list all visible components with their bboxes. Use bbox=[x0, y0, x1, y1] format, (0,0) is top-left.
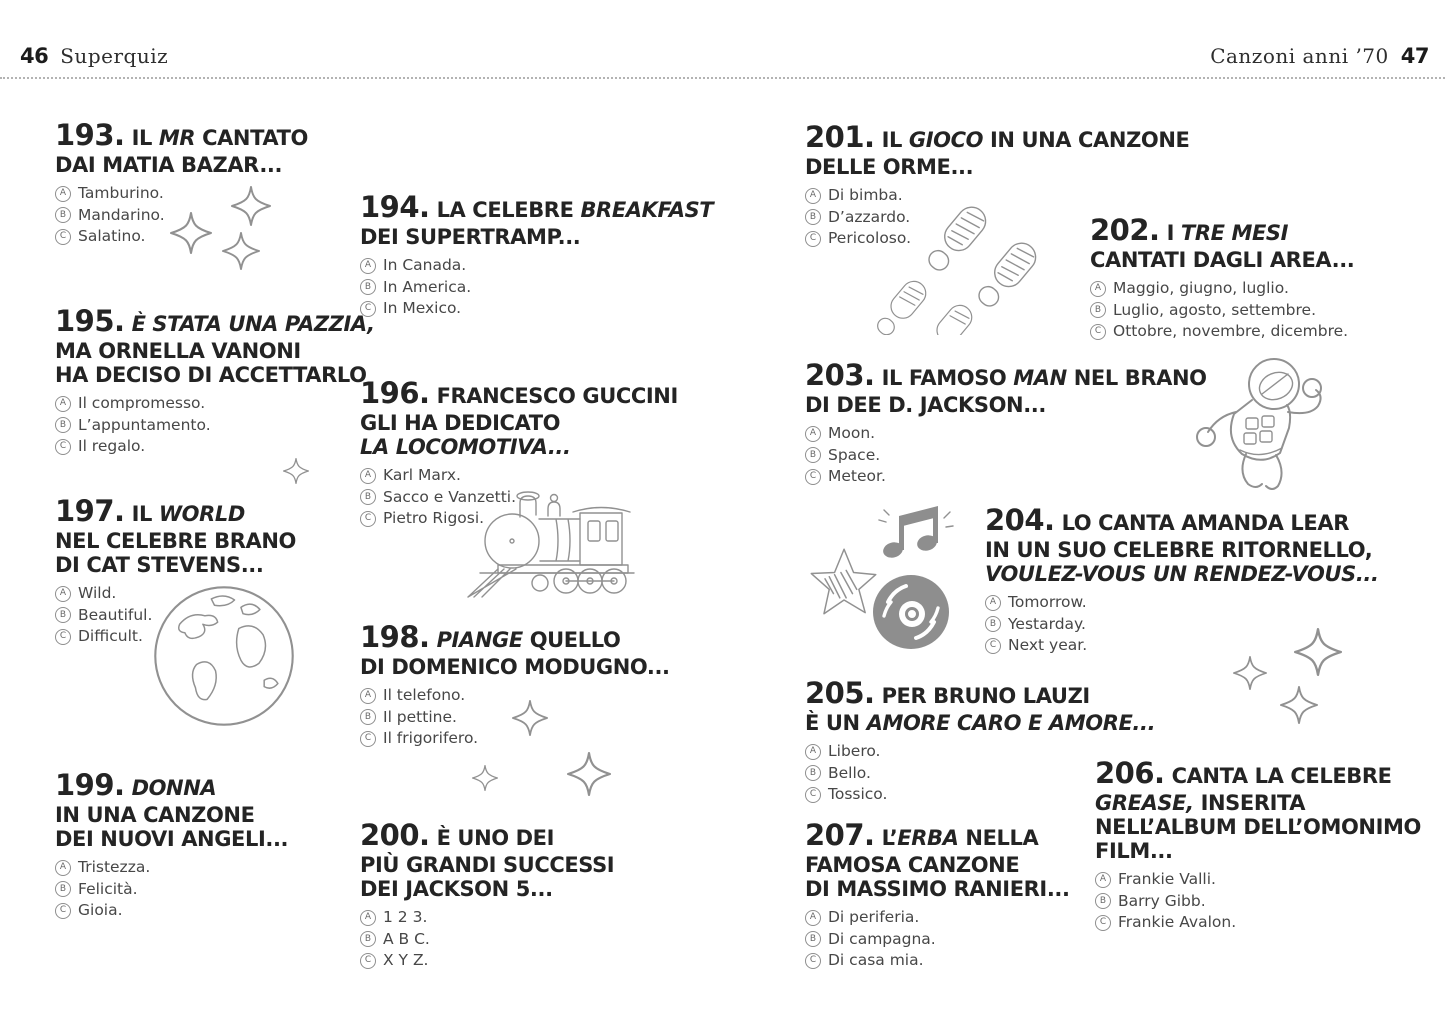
question-title-line: È UN AMORE CARO E AMORE... bbox=[805, 711, 1156, 735]
option-c bbox=[805, 466, 1205, 488]
option-c bbox=[360, 298, 700, 320]
option-b bbox=[1090, 300, 1440, 322]
question-title-line: 205. PER BRUNO LAUZI bbox=[805, 676, 1090, 710]
option-text: Wild. bbox=[78, 584, 117, 602]
question-number: 200. bbox=[360, 818, 430, 852]
question-title-line: DI CAT STEVENS... bbox=[55, 553, 264, 577]
question-title-line: 206. CANTA LA CELEBRE bbox=[1095, 756, 1392, 790]
option-b bbox=[805, 445, 1205, 467]
right-page-title: Canzoni anni ’70 bbox=[1210, 44, 1389, 68]
option-text: In Mexico. bbox=[383, 299, 462, 317]
option-text: Il pettine. bbox=[383, 707, 457, 726]
question-number: 206. bbox=[1095, 756, 1165, 790]
question-title-line: MA ORNELLA VANONI bbox=[55, 339, 301, 363]
option-letter-badge: A bbox=[805, 910, 821, 926]
question-194 bbox=[360, 190, 714, 320]
option-letter-badge: C bbox=[55, 629, 71, 645]
astronaut-icon bbox=[1188, 342, 1340, 490]
question-options bbox=[805, 907, 1140, 972]
option-text: Meteor. bbox=[828, 467, 886, 485]
option-a bbox=[985, 592, 1385, 614]
header-right bbox=[1210, 44, 1429, 68]
option-c bbox=[805, 950, 1140, 972]
option-text: X Y Z. bbox=[383, 951, 429, 969]
option-b bbox=[360, 929, 700, 951]
question-title-line: FILM... bbox=[1095, 839, 1173, 863]
option-letter-badge: C bbox=[360, 301, 376, 317]
question-title-line: DI DOMENICO MODUGNO... bbox=[360, 655, 670, 679]
question-title bbox=[1090, 215, 1440, 272]
question-title-line: 202. I TRE MESI bbox=[1090, 213, 1289, 247]
question-options bbox=[1095, 869, 1430, 934]
option-text: Libero. bbox=[828, 742, 881, 760]
option-text: Tomorrow. bbox=[1008, 593, 1087, 611]
sparkle-icon bbox=[1280, 686, 1318, 724]
option-text: In America. bbox=[383, 277, 472, 296]
question-title-line: VOULEZ-VOUS UN RENDEZ-VOUS... bbox=[985, 562, 1379, 586]
left-page-number: 46 bbox=[20, 44, 49, 68]
option-text: Barry Gibb. bbox=[1118, 891, 1206, 910]
option-a bbox=[1095, 869, 1430, 891]
header-left bbox=[20, 44, 168, 68]
option-text: Il telefono. bbox=[383, 686, 466, 704]
option-c bbox=[1095, 912, 1430, 934]
option-a bbox=[360, 255, 700, 277]
question-title-line: DI DEE D. JACKSON... bbox=[805, 393, 1046, 417]
question-number: 203. bbox=[805, 358, 875, 392]
question-title bbox=[55, 770, 365, 851]
question-title-line: DEI SUPERTRAMP... bbox=[360, 225, 581, 249]
question-number: 205. bbox=[805, 676, 875, 710]
question-title bbox=[805, 676, 1156, 735]
option-letter-badge: A bbox=[360, 910, 376, 926]
question-title bbox=[55, 306, 375, 387]
question-title-line: CANTATI DAGLI AREA... bbox=[1090, 248, 1355, 272]
option-letter-badge: B bbox=[55, 207, 71, 223]
question-title-line: 197. IL WORLD bbox=[55, 494, 245, 528]
option-text: Di bimba. bbox=[828, 186, 903, 204]
option-letter-badge: B bbox=[805, 931, 821, 947]
option-text: Maggio, giugno, luglio. bbox=[1113, 279, 1289, 297]
option-letter-badge: B bbox=[360, 489, 376, 505]
question-title bbox=[55, 120, 355, 177]
sparkle-icon bbox=[512, 700, 548, 736]
option-b bbox=[1095, 891, 1430, 913]
question-options bbox=[360, 255, 700, 320]
option-letter-badge: A bbox=[1090, 281, 1106, 297]
option-text: Salatino. bbox=[78, 227, 146, 245]
option-text: Yestarday. bbox=[1008, 614, 1086, 633]
vinyl-record-icon bbox=[870, 570, 952, 654]
option-c bbox=[360, 950, 700, 972]
question-title-line: 207. L’ERBA NELLA bbox=[805, 818, 1039, 852]
option-a bbox=[55, 183, 355, 205]
option-a bbox=[805, 423, 1205, 445]
option-letter-badge: A bbox=[360, 258, 376, 274]
question-number: 193. bbox=[55, 118, 125, 152]
question-title bbox=[360, 622, 700, 679]
option-b bbox=[360, 277, 700, 299]
question-title-line: IN UN SUO CELEBRE RITORNELLO, bbox=[985, 538, 1373, 562]
option-letter-badge: A bbox=[360, 468, 376, 484]
option-b bbox=[805, 929, 1140, 951]
sparkle-icon bbox=[170, 212, 212, 254]
option-text: Pietro Rigosi. bbox=[383, 509, 485, 527]
question-title-line: NEL CELEBRE BRANO bbox=[55, 529, 296, 553]
sparkle-icon bbox=[567, 752, 611, 796]
option-text: Space. bbox=[828, 445, 881, 464]
option-letter-badge: B bbox=[1090, 302, 1106, 318]
option-a bbox=[55, 857, 365, 879]
option-letter-badge: C bbox=[805, 787, 821, 803]
question-number: 201. bbox=[805, 120, 875, 154]
option-letter-badge: C bbox=[360, 953, 376, 969]
question-title-line: 195. È STATA UNA PAZZIA, bbox=[55, 304, 375, 338]
question-number: 204. bbox=[985, 503, 1055, 537]
question-203 bbox=[805, 360, 1205, 488]
question-title-line: GLI HA DEDICATO bbox=[360, 411, 561, 435]
option-letter-badge: B bbox=[805, 447, 821, 463]
option-letter-badge: C bbox=[805, 953, 821, 969]
question-title-line: IN UNA CANZONE bbox=[55, 803, 255, 827]
question-title-line: PIÙ GRANDI SUCCESSI bbox=[360, 853, 615, 877]
sparkle-icon bbox=[472, 765, 498, 791]
option-text: Tamburino. bbox=[78, 184, 164, 202]
question-number: 198. bbox=[360, 620, 430, 654]
option-letter-badge: C bbox=[360, 731, 376, 747]
question-number: 197. bbox=[55, 494, 125, 528]
globe-icon bbox=[150, 582, 298, 730]
option-text: Karl Marx. bbox=[383, 466, 461, 484]
question-title-line: DAI MATIA BAZAR... bbox=[55, 153, 283, 177]
question-number: 199. bbox=[55, 768, 125, 802]
option-letter-badge: A bbox=[805, 744, 821, 760]
option-a bbox=[360, 907, 700, 929]
question-title-line: 200. È UNO DEI bbox=[360, 818, 554, 852]
question-title-line: 201. IL GIOCO IN UNA CANZONE bbox=[805, 120, 1190, 154]
option-letter-badge: A bbox=[805, 188, 821, 204]
option-text: Di campagna. bbox=[828, 929, 936, 948]
option-letter-badge: B bbox=[55, 881, 71, 897]
option-letter-badge: A bbox=[55, 586, 71, 602]
page-header bbox=[20, 44, 1429, 68]
sparkle-icon bbox=[1294, 628, 1342, 676]
option-text: Frankie Avalon. bbox=[1118, 913, 1237, 931]
question-title-line: FAMOSA CANZONE bbox=[805, 853, 1020, 877]
question-200 bbox=[360, 820, 700, 972]
question-title-line: DEI NUOVI ANGELI... bbox=[55, 827, 289, 851]
option-c bbox=[55, 436, 375, 458]
star-icon bbox=[806, 545, 880, 619]
question-199 bbox=[55, 770, 365, 922]
question-options bbox=[55, 393, 375, 458]
option-text: Next year. bbox=[1008, 636, 1088, 654]
option-text: Gioia. bbox=[78, 901, 123, 919]
question-number: 207. bbox=[805, 818, 875, 852]
question-title-line: DI MASSIMO RANIERI... bbox=[805, 877, 1070, 901]
question-options bbox=[55, 857, 365, 922]
question-title-line: 194. LA CELEBRE BREAKFAST bbox=[360, 190, 714, 224]
option-text: Sacco e Vanzetti. bbox=[383, 487, 517, 506]
dotted-divider bbox=[0, 77, 1445, 79]
question-title-line: 196. FRANCESCO GUCCINI bbox=[360, 376, 678, 410]
option-text: Tossico. bbox=[828, 785, 888, 803]
question-202 bbox=[1090, 215, 1440, 343]
option-letter-badge: A bbox=[55, 186, 71, 202]
option-letter-badge: C bbox=[360, 511, 376, 527]
question-title-line: 199. DONNA bbox=[55, 768, 217, 802]
music-note-icon bbox=[876, 500, 954, 564]
sparkle-icon bbox=[222, 232, 260, 270]
option-letter-badge: B bbox=[55, 607, 71, 623]
option-c bbox=[55, 900, 365, 922]
option-letter-badge: B bbox=[360, 931, 376, 947]
question-title bbox=[55, 496, 365, 577]
question-title-line: GREASE, INSERITA bbox=[1095, 791, 1306, 815]
option-text: Beautiful. bbox=[78, 605, 153, 624]
question-options bbox=[360, 907, 700, 972]
option-letter-badge: C bbox=[55, 439, 71, 455]
option-letter-badge: B bbox=[360, 279, 376, 295]
question-title bbox=[805, 820, 1140, 901]
question-206 bbox=[1095, 758, 1430, 934]
option-letter-badge: B bbox=[1095, 893, 1111, 909]
question-title-line: 204. LO CANTA AMANDA LEAR bbox=[985, 503, 1349, 537]
option-text: Bello. bbox=[828, 763, 871, 782]
option-letter-badge: C bbox=[1095, 915, 1111, 931]
option-text: Di casa mia. bbox=[828, 951, 924, 969]
option-text: Il compromesso. bbox=[78, 394, 206, 412]
question-title bbox=[360, 820, 700, 901]
option-text: A B C. bbox=[383, 929, 430, 948]
sparkle-icon bbox=[231, 186, 271, 226]
question-title-line: 198. PIANGE QUELLO bbox=[360, 620, 621, 654]
option-letter-badge: C bbox=[55, 229, 71, 245]
option-text: D’azzardo. bbox=[828, 207, 911, 226]
option-letter-badge: B bbox=[805, 765, 821, 781]
right-page-number: 47 bbox=[1400, 44, 1429, 68]
footprints-icon bbox=[858, 183, 1058, 335]
question-title-line: NELL’ALBUM DELL’OMONIMO bbox=[1095, 815, 1421, 839]
question-options bbox=[805, 423, 1205, 488]
option-text: In Canada. bbox=[383, 256, 467, 274]
question-number: 195. bbox=[55, 304, 125, 338]
question-title bbox=[985, 505, 1385, 586]
option-text: 1 2 3. bbox=[383, 908, 428, 926]
option-letter-badge: C bbox=[55, 903, 71, 919]
option-letter-badge: C bbox=[1090, 324, 1106, 340]
locomotive-icon bbox=[460, 483, 650, 605]
option-text: Tristezza. bbox=[78, 858, 151, 876]
question-title bbox=[805, 360, 1205, 417]
question-title-line: HA DECISO DI ACCETTARLO bbox=[55, 363, 367, 387]
option-letter-badge: C bbox=[805, 469, 821, 485]
option-text: Ottobre, novembre, dicembre. bbox=[1113, 322, 1349, 340]
option-c bbox=[1090, 321, 1440, 343]
option-text: Il frigorifero. bbox=[383, 729, 479, 747]
option-text: Il regalo. bbox=[78, 437, 146, 455]
option-a bbox=[55, 393, 375, 415]
option-text: Luglio, agosto, settembre. bbox=[1113, 300, 1317, 319]
option-letter-badge: A bbox=[1095, 872, 1111, 888]
option-letter-badge: A bbox=[360, 688, 376, 704]
question-number: 194. bbox=[360, 190, 430, 224]
question-options bbox=[1090, 278, 1440, 343]
left-page-title: Superquiz bbox=[60, 44, 169, 68]
option-text: L’appuntamento. bbox=[78, 415, 211, 434]
option-text: Difficult. bbox=[78, 627, 143, 645]
option-a bbox=[1090, 278, 1440, 300]
question-title-line: 193. IL MR CANTATO bbox=[55, 118, 308, 152]
question-207 bbox=[805, 820, 1140, 972]
question-title bbox=[805, 120, 1190, 179]
option-letter-badge: B bbox=[805, 209, 821, 225]
option-b bbox=[55, 415, 375, 437]
option-letter-badge: B bbox=[55, 417, 71, 433]
option-a bbox=[805, 907, 1140, 929]
option-letter-badge: B bbox=[360, 709, 376, 725]
option-letter-badge: B bbox=[985, 616, 1001, 632]
option-text: Frankie Valli. bbox=[1118, 870, 1216, 888]
option-text: Felicità. bbox=[78, 879, 138, 898]
option-letter-badge: C bbox=[985, 638, 1001, 654]
option-letter-badge: A bbox=[55, 396, 71, 412]
sparkle-icon bbox=[283, 458, 309, 484]
question-number: 196. bbox=[360, 376, 430, 410]
question-title-line: LA LOCOMOTIVA... bbox=[360, 435, 571, 459]
question-title-line: DELLE ORME... bbox=[805, 155, 974, 179]
question-number: 202. bbox=[1090, 213, 1160, 247]
question-title bbox=[360, 190, 714, 249]
question-title bbox=[1095, 758, 1430, 863]
question-195 bbox=[55, 306, 375, 458]
option-letter-badge: A bbox=[805, 426, 821, 442]
option-text: Moon. bbox=[828, 424, 876, 442]
question-title-line: 203. IL FAMOSO MAN NEL BRANO bbox=[805, 358, 1207, 392]
option-letter-badge: C bbox=[805, 231, 821, 247]
option-b bbox=[55, 879, 365, 901]
option-text: Di periferia. bbox=[828, 908, 920, 926]
option-letter-badge: A bbox=[985, 595, 1001, 611]
option-text: Mandarino. bbox=[78, 205, 165, 224]
option-text: Pericoloso. bbox=[828, 229, 912, 247]
option-letter-badge: A bbox=[55, 860, 71, 876]
sparkle-icon bbox=[1233, 656, 1267, 690]
question-title-line: DEI JACKSON 5... bbox=[360, 877, 553, 901]
question-title bbox=[360, 378, 700, 459]
